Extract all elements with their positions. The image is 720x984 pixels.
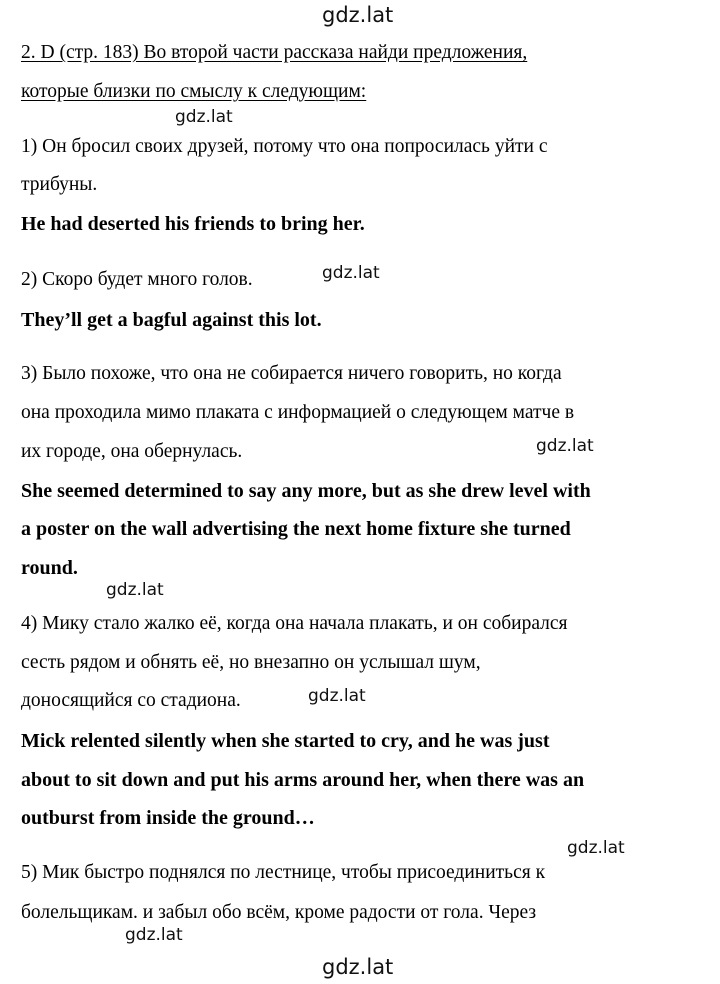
answer-line: a poster on the wall advertising the next home fixture she turned: [21, 518, 571, 540]
question-line: доносящийся со стадиона.: [21, 690, 241, 711]
question-line: 4) Мику стало жалко её, когда она начала плакать, и он собирался: [21, 613, 568, 634]
watermark: gdz.lat: [322, 3, 394, 27]
watermark: gdz.lat: [567, 838, 625, 858]
question-line: 3) Было похоже, что она не собирается ничего говорить, но когда: [21, 363, 562, 384]
task-heading-line: которые близки по смыслу к следующим:: [21, 81, 367, 102]
task-heading-line: 2. D (стр. 183) Во второй части рассказа найди предложения,: [21, 42, 528, 63]
question-line: 1) Он бросил своих друзей, потому что она попросилась уйти с: [21, 136, 548, 157]
question-line: 2) Скоро будет много голов.: [21, 269, 253, 290]
watermark: gdz.lat: [106, 580, 164, 600]
answer-line: Mick relented silently when she started to cry, and he was just: [21, 730, 550, 752]
question-line: трибуны.: [21, 174, 98, 195]
question-line: сесть рядом и обнять её, но внезапно он услышал шум,: [21, 652, 481, 673]
watermark: gdz.lat: [308, 686, 366, 706]
watermark: gdz.lat: [536, 436, 594, 456]
question-line: болельщикам. и забыл обо всём, кроме радости от гола. Через: [21, 902, 537, 923]
question-line: 5) Мик быстро поднялся по лестнице, чтобы присоединиться к: [21, 862, 546, 883]
watermark: gdz.lat: [322, 955, 394, 979]
answer-line: They’ll get a bagful against this lot.: [21, 309, 322, 331]
watermark: gdz.lat: [175, 107, 233, 127]
answer-line: about to sit down and put his arms around her, when there was an: [21, 769, 585, 791]
watermark: gdz.lat: [322, 263, 380, 283]
question-line: она проходила мимо плаката с информацией о следующем матче в: [21, 402, 575, 423]
answer-line: He had deserted his friends to bring her.: [21, 213, 365, 235]
answer-line: outburst from inside the ground…: [21, 807, 315, 829]
question-line: их городе, она обернулась.: [21, 441, 243, 462]
answer-line: She seemed determined to say any more, but as she drew level with: [21, 480, 591, 502]
answer-line: round.: [21, 557, 78, 579]
watermark: gdz.lat: [125, 925, 183, 945]
